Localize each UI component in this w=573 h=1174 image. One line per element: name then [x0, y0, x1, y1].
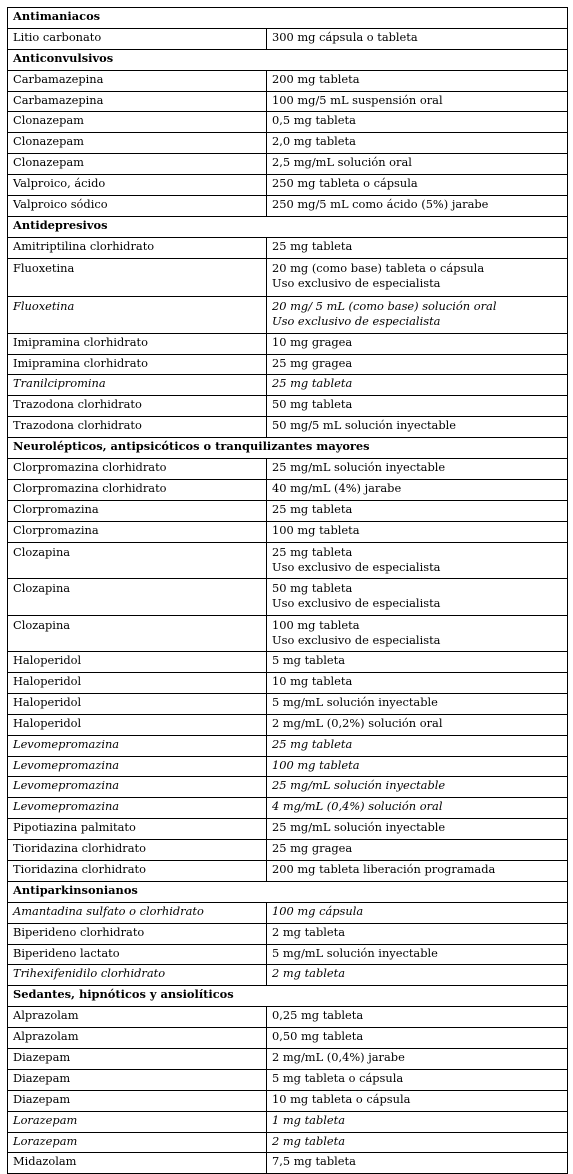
table-row [8, 819, 568, 840]
presentation-cell [267, 615, 568, 652]
drug-name-cell: Trazodona clorhidrato [8, 417, 267, 438]
drug-name-cell: Clozapina [8, 615, 267, 652]
table-row [8, 91, 568, 112]
specialist-note: Uso exclusivo de especialista [272, 632, 441, 647]
presentation-cell [267, 579, 568, 616]
medication-table-body [8, 8, 568, 1174]
table-row [8, 756, 568, 777]
presentation-cell [267, 417, 568, 438]
presentation-text: 300 mg cápsula o tableta [272, 29, 418, 44]
presentation-text: 0,25 mg tableta [272, 1008, 364, 1023]
presentation-text: 100 mg tableta [272, 522, 360, 537]
drug-name-cell: Haloperidol [8, 714, 267, 735]
presentation-text: 5 mg/mL solución inyectable [272, 945, 438, 960]
drug-name-cell: Diazepam [8, 1049, 267, 1070]
presentation-cell [267, 258, 568, 297]
presentation-text: 2 mg/mL (0,4%) jarabe [272, 1050, 405, 1065]
presentation-cell [267, 542, 568, 579]
table-row [8, 154, 568, 175]
drug-name-cell: Clorpromazina [8, 500, 267, 521]
presentation-cell [267, 28, 568, 49]
table-row [8, 396, 568, 417]
section-title: Anticonvulsivos [8, 49, 568, 70]
section-header-row [8, 216, 568, 237]
presentation-text: 2 mg tableta [272, 1133, 345, 1148]
drug-name-cell: Valproico sódico [8, 196, 267, 217]
presentation-text: 50 mg tableta [272, 397, 353, 412]
table-row [8, 417, 568, 438]
presentation-text: 25 mg tableta [272, 238, 353, 253]
presentation-text: 1 mg tableta [272, 1112, 345, 1127]
presentation-cell [267, 923, 568, 944]
table-row [8, 175, 568, 196]
table-row [8, 735, 568, 756]
medication-list-document [7, 7, 567, 1174]
presentation-cell [267, 333, 568, 354]
drug-name-cell: Fluoxetina [8, 258, 267, 297]
drug-name-cell: Trazodona clorhidrato [8, 396, 267, 417]
presentation-text: 2 mg tableta [272, 966, 345, 981]
drug-name-cell: Haloperidol [8, 652, 267, 673]
section-title: Antiparkinsonianos [8, 881, 568, 902]
drug-name-cell: Tioridazina clorhidrato [8, 840, 267, 861]
presentation-cell [267, 652, 568, 673]
table-row [8, 112, 568, 133]
presentation-text: 2,0 mg tableta [272, 134, 356, 149]
table-row [8, 672, 568, 693]
table-row [8, 258, 568, 297]
drug-name-cell: Amantadina sulfato o clorhidrato [8, 902, 267, 923]
drug-name-cell: Lorazepam [8, 1132, 267, 1153]
drug-name-cell: Biperideno clorhidrato [8, 923, 267, 944]
presentation-cell [267, 237, 568, 258]
presentation-cell [267, 91, 568, 112]
table-row [8, 965, 568, 986]
presentation-text: 100 mg tableta [272, 617, 360, 632]
presentation-cell [267, 777, 568, 798]
section-header-row [8, 438, 568, 459]
drug-name-cell: Levomepromazina [8, 735, 267, 756]
presentation-text: 0,50 mg tableta [272, 1029, 364, 1044]
specialist-note: Uso exclusivo de especialista [272, 275, 441, 290]
presentation-cell [267, 756, 568, 777]
table-row [8, 500, 568, 521]
presentation-text: 25 mg/mL solución inyectable [272, 460, 446, 475]
presentation-cell [267, 112, 568, 133]
presentation-text: 20 mg (como base) tableta o cápsula [272, 260, 485, 275]
drug-name-cell: Tioridazina clorhidrato [8, 861, 267, 882]
table-row [8, 28, 568, 49]
table-row [8, 70, 568, 91]
table-row [8, 479, 568, 500]
presentation-cell [267, 1007, 568, 1028]
presentation-cell [267, 479, 568, 500]
presentation-text: 4 mg/mL (0,4%) solución oral [272, 799, 443, 814]
presentation-text: 0,5 mg tableta [272, 113, 356, 128]
presentation-text: 2 mg/mL (0,2%) solución oral [272, 715, 443, 730]
presentation-cell [267, 1090, 568, 1111]
drug-name-cell: Litio carbonato [8, 28, 267, 49]
presentation-text: 25 mg tableta [272, 544, 353, 559]
drug-name-cell: Carbamazepina [8, 91, 267, 112]
drug-name-cell: Midazolam [8, 1153, 267, 1174]
presentation-cell [267, 354, 568, 375]
table-row [8, 1132, 568, 1153]
presentation-cell [267, 459, 568, 480]
table-row [8, 237, 568, 258]
table-row [8, 902, 568, 923]
table-row [8, 1028, 568, 1049]
table-row [8, 196, 568, 217]
table-row [8, 861, 568, 882]
table-row [8, 798, 568, 819]
drug-name-cell: Lorazepam [8, 1111, 267, 1132]
presentation-text: 40 mg/mL (4%) jarabe [272, 480, 402, 495]
presentation-text: 25 mg tableta [272, 501, 353, 516]
drug-name-cell: Alprazolam [8, 1028, 267, 1049]
drug-name-cell: Imipramina clorhidrato [8, 333, 267, 354]
presentation-text: 10 mg tableta o cápsula [272, 1091, 411, 1106]
presentation-cell [267, 798, 568, 819]
section-header-row [8, 8, 568, 29]
table-row [8, 542, 568, 579]
specialist-note: Uso exclusivo de especialista [272, 314, 441, 329]
drug-name-cell: Clonazepam [8, 154, 267, 175]
drug-name-cell: Clonazepam [8, 112, 267, 133]
presentation-text: 50 mg tableta [272, 581, 353, 596]
presentation-cell [267, 154, 568, 175]
section-header-row [8, 986, 568, 1007]
presentation-cell [267, 133, 568, 154]
table-row [8, 652, 568, 673]
presentation-cell [267, 819, 568, 840]
presentation-cell [267, 840, 568, 861]
specialist-note: Uso exclusivo de especialista [272, 559, 441, 574]
presentation-text: 50 mg/5 mL solución inyectable [272, 418, 456, 433]
table-row [8, 615, 568, 652]
presentation-cell [267, 1153, 568, 1174]
table-row [8, 1090, 568, 1111]
drug-name-cell: Haloperidol [8, 672, 267, 693]
presentation-cell [267, 1132, 568, 1153]
presentation-text: 25 mg tableta [272, 736, 353, 751]
presentation-cell [267, 175, 568, 196]
drug-name-cell: Levomepromazina [8, 756, 267, 777]
presentation-cell [267, 521, 568, 542]
drug-name-cell: Alprazolam [8, 1007, 267, 1028]
presentation-text: 25 mg gragea [272, 841, 353, 856]
drug-name-cell: Haloperidol [8, 693, 267, 714]
table-row [8, 777, 568, 798]
section-title: Sedantes, hipnóticos y ansiolíticos [8, 986, 568, 1007]
section-title: Neurolépticos, antipsicóticos o tranquilizantes mayores [8, 438, 568, 459]
presentation-cell [267, 500, 568, 521]
presentation-text: 20 mg/ 5 mL (como base) solución oral [272, 299, 497, 314]
presentation-cell [267, 693, 568, 714]
presentation-cell [267, 70, 568, 91]
drug-name-cell: Diazepam [8, 1090, 267, 1111]
presentation-text: 25 mg tableta [272, 376, 353, 391]
drug-name-cell: Trihexifenidilo clorhidrato [8, 965, 267, 986]
presentation-cell [267, 196, 568, 217]
table-row [8, 1049, 568, 1070]
drug-name-cell: Clorpromazina clorhidrato [8, 479, 267, 500]
drug-name-cell: Amitriptilina clorhidrato [8, 237, 267, 258]
presentation-text: 10 mg gragea [272, 334, 353, 349]
table-row [8, 297, 568, 334]
drug-name-cell: Levomepromazina [8, 777, 267, 798]
table-row [8, 133, 568, 154]
drug-name-cell: Carbamazepina [8, 70, 267, 91]
drug-name-cell: Clozapina [8, 579, 267, 616]
presentation-cell [267, 902, 568, 923]
section-title: Antidepresivos [8, 216, 568, 237]
presentation-cell [267, 861, 568, 882]
drug-name-cell: Tranilcipromina [8, 375, 267, 396]
presentation-text: 250 mg/5 mL como ácido (5%) jarabe [272, 197, 489, 212]
presentation-text: 2 mg tableta [272, 924, 345, 939]
table-row [8, 714, 568, 735]
table-row [8, 1153, 568, 1174]
table-row [8, 840, 568, 861]
presentation-text: 5 mg tableta o cápsula [272, 1070, 404, 1085]
presentation-cell [267, 1069, 568, 1090]
presentation-text: 25 mg gragea [272, 355, 353, 370]
table-row [8, 354, 568, 375]
presentation-cell [267, 714, 568, 735]
section-title: Antimaniacos [8, 8, 568, 29]
drug-name-cell: Clonazepam [8, 133, 267, 154]
drug-name-cell: Clozapina [8, 542, 267, 579]
presentation-text: 250 mg tableta o cápsula [272, 176, 418, 191]
presentation-cell [267, 1049, 568, 1070]
table-row [8, 923, 568, 944]
presentation-text: 25 mg/mL solución inyectable [272, 820, 446, 835]
presentation-text: 100 mg cápsula [272, 903, 364, 918]
presentation-text: 5 mg tableta [272, 653, 345, 668]
section-header-row [8, 881, 568, 902]
presentation-text: 100 mg tableta [272, 757, 360, 772]
presentation-cell [267, 375, 568, 396]
table-row [8, 375, 568, 396]
presentation-cell [267, 396, 568, 417]
presentation-cell [267, 944, 568, 965]
presentation-text: 5 mg/mL solución inyectable [272, 694, 438, 709]
drug-name-cell: Imipramina clorhidrato [8, 354, 267, 375]
presentation-cell [267, 672, 568, 693]
table-row [8, 459, 568, 480]
presentation-text: 7,5 mg tableta [272, 1154, 356, 1169]
medication-table [7, 7, 568, 1174]
drug-name-cell: Clorpromazina [8, 521, 267, 542]
specialist-note: Uso exclusivo de especialista [272, 596, 441, 611]
table-row [8, 693, 568, 714]
presentation-text: 200 mg tableta liberación programada [272, 862, 496, 876]
table-row [8, 333, 568, 354]
table-row [8, 521, 568, 542]
table-row [8, 1007, 568, 1028]
section-header-row [8, 49, 568, 70]
table-row [8, 944, 568, 965]
drug-name-cell: Valproico, ácido [8, 175, 267, 196]
drug-name-cell: Biperideno lactato [8, 944, 267, 965]
presentation-cell [267, 1111, 568, 1132]
presentation-cell [267, 1028, 568, 1049]
presentation-cell [267, 735, 568, 756]
drug-name-cell: Pipotiazina palmitato [8, 819, 267, 840]
presentation-text: 100 mg/5 mL suspensión oral [272, 92, 443, 107]
table-row [8, 1111, 568, 1132]
presentation-text: 2,5 mg/mL solución oral [272, 155, 412, 170]
presentation-text: 10 mg tableta [272, 673, 353, 688]
table-row [8, 1069, 568, 1090]
drug-name-cell: Fluoxetina [8, 297, 267, 334]
drug-name-cell: Diazepam [8, 1069, 267, 1090]
drug-name-cell: Levomepromazina [8, 798, 267, 819]
presentation-text: 200 mg tableta [272, 71, 360, 86]
drug-name-cell: Clorpromazina clorhidrato [8, 459, 267, 480]
presentation-cell [267, 297, 568, 334]
table-row [8, 579, 568, 616]
presentation-cell [267, 965, 568, 986]
presentation-text: 25 mg/mL solución inyectable [272, 778, 446, 793]
